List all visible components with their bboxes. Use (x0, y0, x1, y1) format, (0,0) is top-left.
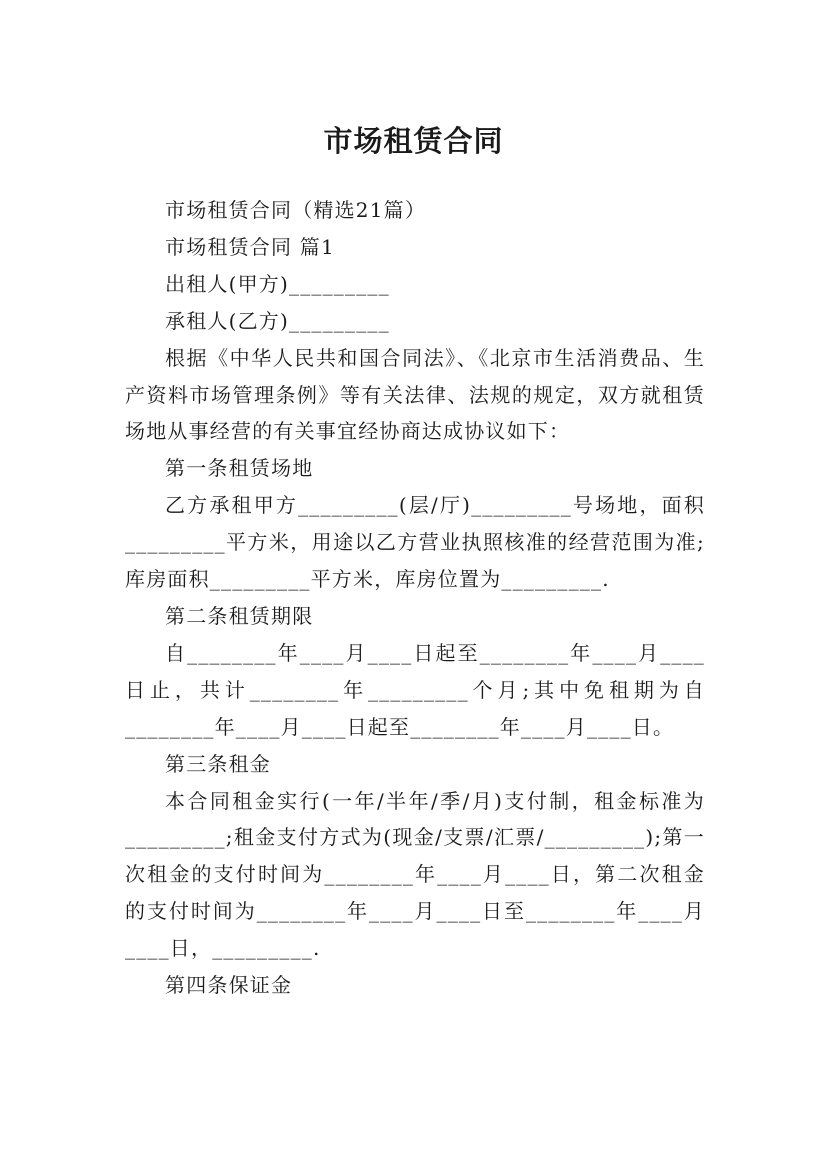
paragraph-section-heading: 市场租赁合同 篇1 (165, 234, 335, 259)
article-4-heading: 第四条保证金 (165, 973, 293, 998)
article-3-body: 本合同租金实行(一年/半年/季/月)支付制，租金标准为_________;租金支付方式为(现金/支票/汇票/_________);第一次租金的支付时间为________年____月____日，第二次租金的支付时间为________年____月____日至________年____月____日，_________. (125, 788, 705, 961)
article-2-heading: 第二条租赁期限 (165, 603, 314, 628)
document-title: 市场租赁合同 (323, 124, 504, 159)
paragraph-preamble: 根据《中华人民共和国合同法》、《北京市生活消费品、生产资料市场管理条例》等有关法律、法规的规定，双方就租赁场地从事经营的有关事宜经协商达成协议如下： (125, 345, 705, 444)
article-1-heading: 第一条租赁场地 (165, 456, 314, 481)
paragraph-lessee: 承租人(乙方)_________ (165, 308, 390, 333)
document-body (125, 192, 705, 1004)
article-1-body: 乙方承租甲方_________(层/厅)_________号场地，面积_________平方米，用途以乙方营业执照核准的经营范围为准;库房面积_________平方米，库房位置为_________. (125, 493, 705, 592)
article-3-heading: 第三条租金 (165, 751, 271, 776)
paragraph-subtitle: 市场租赁合同（精选21篇） (165, 198, 427, 222)
paragraph-lessor: 出租人(甲方)_________ (165, 271, 390, 296)
article-2-body: 自________年____月____日起至________年____月____日止，共计________年_________个月;其中免租期为自________年____月____日起至________年____月____日。 (125, 640, 705, 739)
